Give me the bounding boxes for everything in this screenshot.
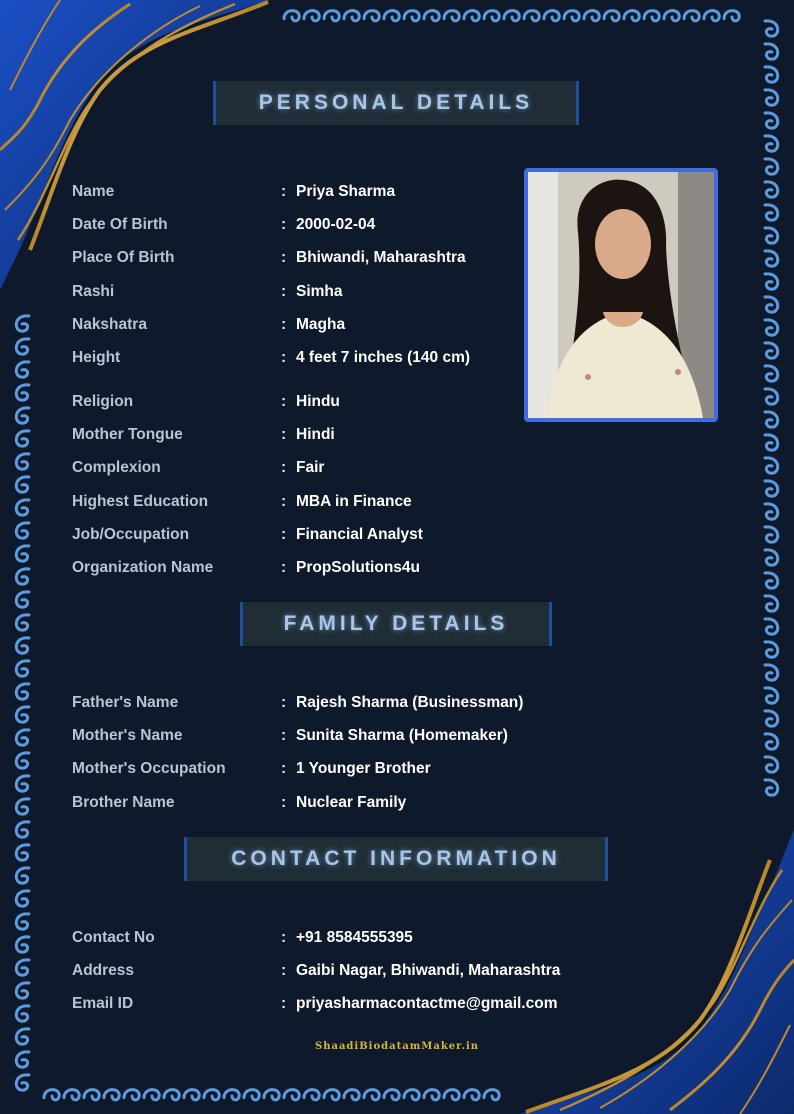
detail-label: Mother's Occupation <box>72 760 226 777</box>
detail-label: Date Of Birth <box>72 216 168 233</box>
detail-separator: : <box>281 559 287 576</box>
personal-details-title: PERSONAL DETAILS <box>213 81 579 125</box>
detail-row <box>72 727 592 749</box>
detail-label: Job/Occupation <box>72 526 190 543</box>
detail-separator: : <box>281 727 287 744</box>
detail-label: Organization Name <box>72 559 214 576</box>
detail-separator: : <box>281 183 287 200</box>
detail-label: Mother's Name <box>72 727 183 744</box>
detail-separator: : <box>281 393 287 410</box>
detail-label: Address <box>72 962 135 979</box>
detail-label: Contact No <box>72 929 155 946</box>
contact-information-title: CONTACT INFORMATION <box>184 837 608 881</box>
detail-label: Complexion <box>72 459 161 476</box>
detail-separator: : <box>281 216 287 233</box>
detail-row <box>72 183 592 205</box>
detail-separator: : <box>281 283 287 300</box>
detail-separator: : <box>281 249 287 266</box>
detail-row <box>72 995 592 1017</box>
detail-value: Bhiwandi, Maharashtra <box>296 249 466 266</box>
detail-row <box>72 283 592 305</box>
detail-row <box>72 316 592 338</box>
detail-row <box>72 493 592 515</box>
detail-separator: : <box>281 794 287 811</box>
detail-label: Name <box>72 183 115 200</box>
detail-label: Email ID <box>72 995 134 1012</box>
detail-row <box>72 349 592 371</box>
detail-value: Magha <box>296 316 346 333</box>
detail-row <box>72 249 592 271</box>
detail-row <box>72 760 592 782</box>
detail-separator: : <box>281 929 287 946</box>
detail-label: Height <box>72 349 121 366</box>
detail-label: Brother Name <box>72 794 175 811</box>
detail-separator: : <box>281 349 287 366</box>
detail-value: priyasharmacontactme@gmail.com <box>296 995 558 1012</box>
detail-label: Religion <box>72 393 134 410</box>
corner-ornament-top-left <box>0 0 270 290</box>
detail-label: Highest Education <box>72 493 209 510</box>
detail-separator: : <box>281 995 287 1012</box>
detail-separator: : <box>281 526 287 543</box>
detail-value: +91 8584555395 <box>296 929 413 946</box>
detail-row <box>72 794 592 816</box>
detail-value: Nuclear Family <box>296 794 407 811</box>
detail-value: PropSolutions4u <box>296 559 420 576</box>
detail-value: 2000-02-04 <box>296 216 376 233</box>
detail-separator: : <box>281 426 287 443</box>
detail-value: Simha <box>296 283 343 300</box>
detail-row <box>72 459 592 481</box>
detail-value: MBA in Finance <box>296 493 412 510</box>
detail-value: 4 feet 7 inches (140 cm) <box>296 349 471 366</box>
detail-row <box>72 694 592 716</box>
detail-row <box>72 962 592 984</box>
detail-separator: : <box>281 962 287 979</box>
detail-label: Nakshatra <box>72 316 147 333</box>
detail-row <box>72 526 592 548</box>
detail-value: Financial Analyst <box>296 526 423 543</box>
detail-separator: : <box>281 493 287 510</box>
family-details-title: FAMILY DETAILS <box>240 602 552 646</box>
detail-row <box>72 393 592 415</box>
profile-photo <box>524 168 718 422</box>
footer-brand: ShaadiBiodatamMaker.in <box>314 1041 480 1052</box>
detail-value: Hindi <box>296 426 335 443</box>
detail-separator: : <box>281 694 287 711</box>
detail-row <box>72 426 592 448</box>
detail-row <box>72 216 592 238</box>
detail-label: Mother Tongue <box>72 426 183 443</box>
detail-value: 1 Younger Brother <box>296 760 431 777</box>
detail-separator: : <box>281 760 287 777</box>
detail-row <box>72 929 592 951</box>
detail-value: Hindu <box>296 393 340 410</box>
detail-value: Sunita Sharma (Homemaker) <box>296 727 508 744</box>
detail-value: Gaibi Nagar, Bhiwandi, Maharashtra <box>296 962 561 979</box>
detail-label: Father's Name <box>72 694 179 711</box>
detail-value: Fair <box>296 459 325 476</box>
detail-separator: : <box>281 459 287 476</box>
detail-label: Place Of Birth <box>72 249 175 266</box>
detail-row <box>72 559 592 581</box>
detail-label: Rashi <box>72 283 115 300</box>
detail-value: Rajesh Sharma (Businessman) <box>296 694 524 711</box>
detail-value: Priya Sharma <box>296 183 396 200</box>
detail-separator: : <box>281 316 287 333</box>
